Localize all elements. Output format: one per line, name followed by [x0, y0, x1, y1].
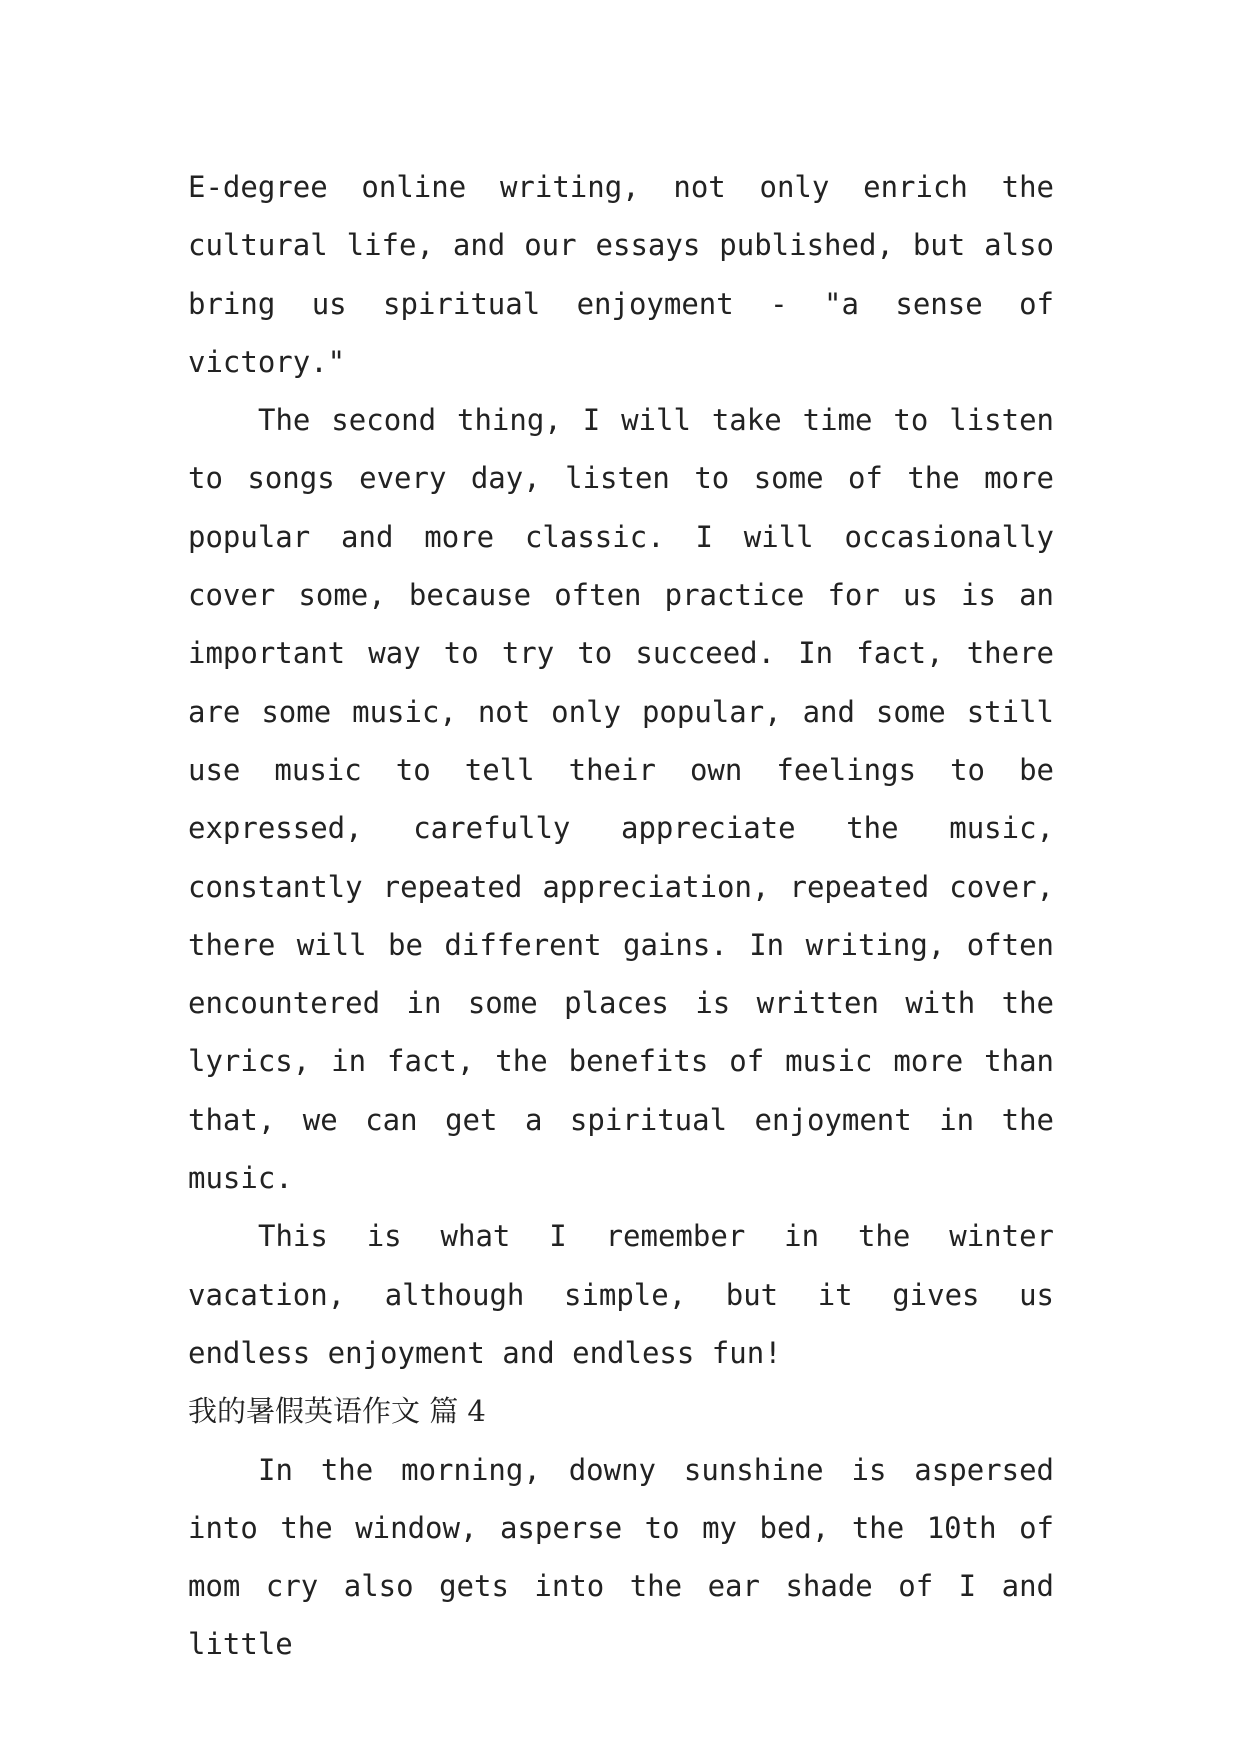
paragraph-winter-vacation-summary: This is what I remember in the winter vacation, although simple, but it gives us endless enjoyment and endless fun! [188, 1219, 1054, 1370]
document-body [188, 158, 1054, 1674]
paragraph-listening-to-songs: The second thing, I will take time to listen to songs every day, listen to some of the more popular and more classic. I will occasionally cover some, because often practice for us is an important way to try to succeed. In fact, there are some music, not only popular, and some still use music to tell their own feelings to be expressed, carefully appreciate the music, constantly repeated appreciation, repeated cover, there will be different gains. In writing, often encountered in some places is written with the lyrics, in fact, the benefits of music more than that, we can get a spiritual enjoyment in the music. [188, 403, 1054, 1196]
section-heading: 我的暑假英语作文 篇 4 [188, 1394, 486, 1429]
paragraph-online-writing: E-degree online writing, not only enrich the cultural life, and our essays published, but also bring us spiritual enjoyment - "a sense of victory." [188, 170, 1054, 379]
paragraph-morning-sunshine: In the morning, downy sunshine is aspersed into the window, asperse to my bed, the 10th of mom cry also gets into the ear shade of I and little [188, 1452, 1054, 1662]
